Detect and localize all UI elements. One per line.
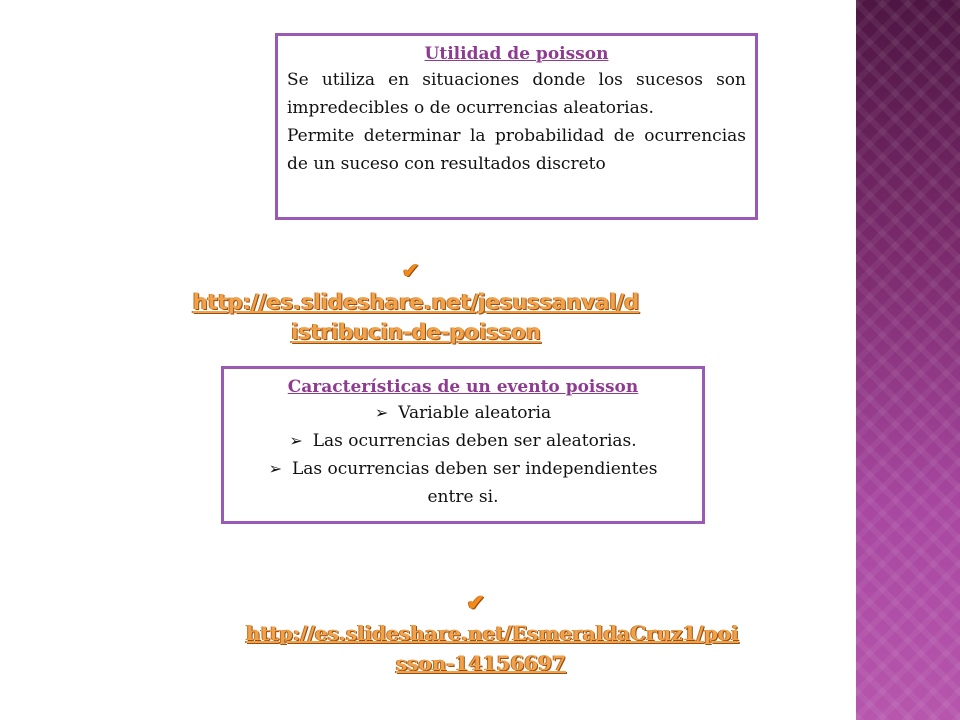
arrow-bullet-icon: ➢ — [289, 431, 303, 450]
link-2-line-2[interactable]: sson-14156697 — [395, 651, 567, 675]
utility-paragraph-2: Permite determinar la probabilidad de ocurrencias de un suceso con resultados discreto — [287, 126, 746, 174]
characteristics-box-title: Características de un evento poisson — [287, 377, 639, 397]
utility-box-title: Utilidad de poisson — [424, 44, 609, 64]
slideshare-link-1[interactable] — [186, 256, 646, 347]
check-icon: ✔ — [401, 259, 421, 284]
decorative-side-band — [856, 0, 960, 720]
link-1-line-1[interactable]: ✔http://es.slideshare.net/jesussanval/d — [192, 259, 640, 314]
slideshare-link-2[interactable] — [246, 588, 739, 678]
list-item: ➢ Las ocurrencias deben ser aleatorias. — [234, 427, 692, 455]
list-item: ➢ Variable aleatoria — [234, 399, 692, 427]
poisson-characteristics-box — [221, 366, 705, 524]
poisson-utility-box — [275, 33, 758, 220]
characteristics-list — [234, 399, 692, 511]
check-icon: ✔ — [466, 590, 486, 616]
utility-paragraph-1: Se utiliza en situaciones donde los sucesos son impredecibles o de ocurrencias aleatorias. — [287, 70, 746, 118]
link-2-line-1[interactable]: ✔http://es.slideshare.net/EsmeraldaCruz1/poi — [246, 590, 739, 645]
list-item-continuation: entre si. — [427, 487, 499, 507]
arrow-bullet-icon: ➢ — [268, 459, 282, 478]
link-1-line-2[interactable]: istribucin-de-poisson — [291, 320, 541, 344]
arrow-bullet-icon: ➢ — [374, 403, 389, 422]
list-item: ➢ Las ocurrencias deben ser independientes — [234, 455, 692, 483]
